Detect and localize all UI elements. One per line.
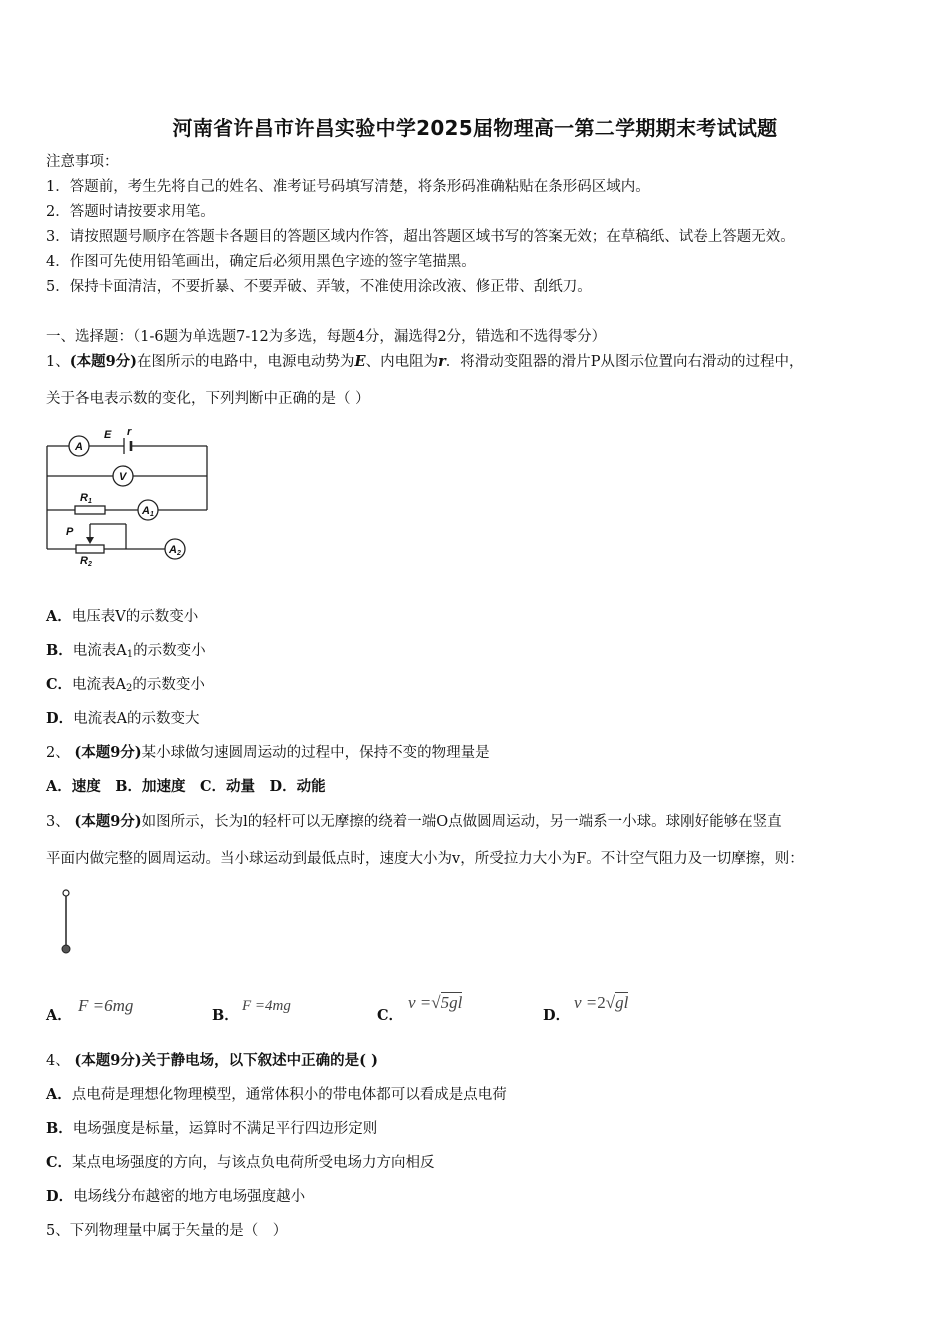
R1-label: R1 — [80, 492, 92, 505]
rod-diagram — [58, 888, 74, 958]
q1-var-r: r — [438, 353, 446, 370]
q1-var-E: E — [354, 353, 366, 370]
q1-score: (本题9分) — [69, 353, 138, 370]
q1-option-a: A．电压表V的示数变小 — [46, 608, 199, 625]
q3-option-a-formula: F =6mg — [78, 996, 134, 1015]
q3-option-b-formula: F =4mg — [242, 998, 291, 1014]
q1-text-b: 、内电阻为 — [365, 354, 439, 370]
section-heading: 一、选择题：（1-6题为单选题7-12为多选，每题4分，漏选得2分，错选和不选得零分） — [46, 329, 607, 345]
q3-option-c-formula: v =√5gl — [408, 993, 463, 1012]
notice-item: 2．答题时请按要求用笔。 — [46, 204, 215, 220]
notice-heading: 注意事项： — [46, 154, 119, 170]
slider-arrow — [86, 537, 94, 544]
internal-r-label: r — [127, 426, 132, 438]
q1-text-a: 在图所示的电路中，电源电动势为 — [137, 354, 355, 370]
q5-stem: 5、下列物理量中属于矢量的是（ ） — [46, 1223, 288, 1239]
notice-item: 1．答题前，考生先将自己的姓名、准考证号码填写清楚，将条形码准确粘贴在条形码区域内。 — [46, 179, 650, 195]
emf-label: E — [104, 429, 112, 441]
q1-option-c: C．电流表$A_2$的示数变小 — [46, 676, 205, 694]
q1-prefix: 1、 — [46, 354, 70, 370]
q3-option-d-label: D． — [543, 1007, 571, 1024]
q1-option-d: D．电流表A的示数变大 — [46, 710, 200, 727]
q4-option-c: C．某点电场强度的方向，与该点负电荷所受电场力方向相反 — [46, 1154, 435, 1171]
q1-line2: 关于各电表示数的变化，下列判断中正确的是（ ） — [46, 391, 370, 407]
q4-option-d: D．电场线分布越密的地方电场强度越小 — [46, 1188, 306, 1205]
R2-label: R2 — [80, 555, 92, 568]
q2-stem: 2、 (本题9分)某小球做匀速圆周运动的过程中，保持不变的物理量是 — [46, 744, 490, 761]
q2-options: A．速度 B．加速度 C．动量 D．动能 — [46, 778, 326, 795]
pivot-O — [63, 890, 69, 896]
q1-option-b: B．电流表$A_1$的示数变小 — [46, 642, 206, 660]
ammeter-A1-label: A1 — [142, 505, 154, 518]
ammeter-A2-label: A2 — [169, 544, 181, 557]
notice-item: 4．作图可先使用铅笔画出，确定后必须用黑色字迹的签字笔描黑。 — [46, 254, 476, 270]
q4-stem: 4、 (本题9分)关于静电场，以下叙述中正确的是( ) — [46, 1052, 378, 1069]
q3-option-d-formula: v =2√gl — [574, 993, 629, 1012]
voltmeter-label: V — [119, 471, 127, 483]
notice-item: 5．保持卡面清洁，不要折暴、不要弄破、弄皱，不准使用涂改液、修正带、刮纸刀。 — [46, 279, 592, 295]
ball — [62, 945, 70, 953]
q4-option-b: B．电场强度是标量，运算时不满足平行四边形定则 — [46, 1120, 378, 1137]
resistor-R1 — [75, 506, 105, 514]
page-title: 河南省许昌市许昌实验中学2025届物理高一第二学期期末考试试题 — [172, 116, 778, 140]
q1-text-c: ．将滑动变阻器的滑片P从图示位置向右滑动的过程中， — [445, 354, 804, 370]
ammeter-A-label: A — [75, 441, 83, 453]
q3-option-a-label: A． — [46, 1007, 72, 1024]
q3-line2: 平面内做完整的圆周运动。当小球运动到最低点时，速度大小为v，所受拉力大小为F。不计空气阻力及一切摩擦，则： — [46, 851, 804, 867]
q4-option-a: A．点电荷是理想化物理模型，通常体积小的带电体都可以看成是点电荷 — [46, 1086, 507, 1103]
circuit-diagram — [40, 424, 220, 569]
q3-line1: 3、 (本题9分)如图所示，长为l的轻杆可以无摩擦的绕着一端O点做圆周运动，另一端系一小球。球刚好能够在竖直 — [46, 813, 782, 830]
notice-item: 3．请按照题号顺序在答题卡各题目的答题区域内作答，超出答题区域书写的答案无效；在草稿纸、试卷上答题无效。 — [46, 229, 795, 245]
rheostat-R2 — [76, 545, 104, 553]
q3-option-b-label: B． — [212, 1007, 239, 1024]
slider-P-label: P — [66, 526, 74, 538]
q3-option-c-label: C． — [377, 1007, 404, 1024]
q1-line1 — [46, 352, 804, 372]
